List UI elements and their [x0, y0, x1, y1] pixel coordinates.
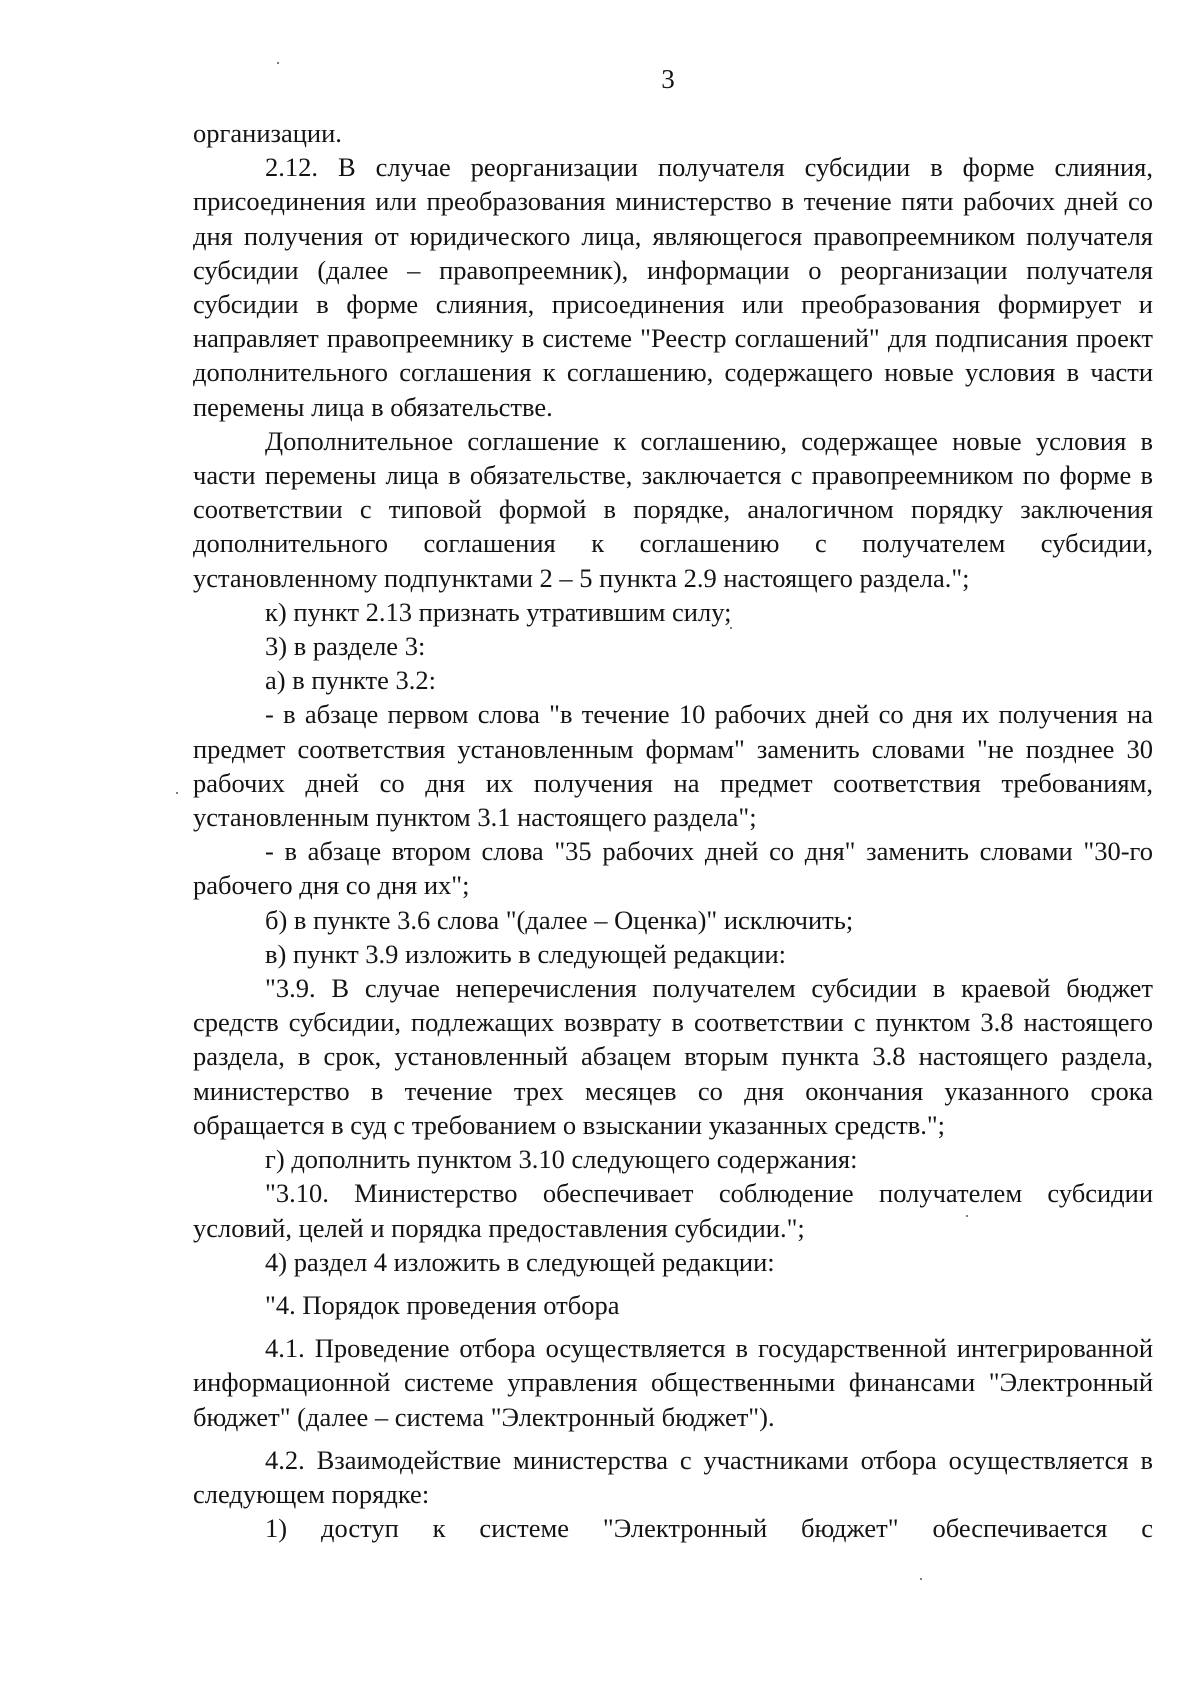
- item-a: а) в пункте 3.2:: [265, 665, 436, 696]
- dash-item-first-paragraph: - в абзаце первом слова "в течение 10 рабочих дней со дня их получения на предмет соответствия установленным формам" заменить словами "не позднее 30 рабочих дней со дня их получения на предмет соответствия требованиям, установленным пунктом 3.1 настоящего раздела";: [193, 699, 1153, 833]
- scan-speck: [966, 1215, 968, 1217]
- page-number: 3: [661, 64, 675, 94]
- item-1-access: 1) доступ к системе "Электронный бюджет" обеспечивается с: [265, 1513, 1153, 1544]
- item-k: к) пункт 2.13 признать утратившим силу;: [265, 596, 732, 627]
- item-section-4: 4) раздел 4 изложить в следующей редакции:: [265, 1246, 775, 1277]
- item-g: г) дополнить пунктом 3.10 следующего содержания:: [265, 1144, 858, 1175]
- scan-speck: [920, 1578, 922, 1580]
- item-section-3: 3) в разделе 3:: [265, 631, 426, 662]
- scan-speck: [176, 792, 178, 794]
- quoted-paragraph-3-10: "3.10. Министерство обеспечивает соблюдение получателем субсидии условий, целей и порядка предоставления субсидии.";: [193, 1178, 1153, 1243]
- paragraph-4-2: 4.2. Взаимодействие министерства с участниками отбора осуществляется в следующем порядке:: [193, 1444, 1153, 1509]
- item-v: в) пункт 3.9 изложить в следующей редакции:: [265, 938, 787, 969]
- dash-item-second-paragraph: - в абзаце втором слова "35 рабочих дней со дня" заменить словами "30-го рабочего дня со дня их";: [193, 836, 1153, 901]
- scan-speck: [277, 62, 279, 64]
- scan-speck: [730, 627, 732, 629]
- paragraph-additional-agreement: Дополнительное соглашение к соглашению, содержащее новые условия в части перемены лица в обязательстве, заключается с правопреемником по форме в соответствии с типовой формой в порядке, аналогичном порядку заключения дополнительного соглашения к соглашению с получателем субсидии, установленному подпунктами 2 – 5 пункта 2.9 настоящего раздела.";: [193, 425, 1153, 593]
- section-4-heading: "4. Порядок проведения отбора: [265, 1289, 620, 1320]
- quoted-paragraph-3-9: "3.9. В случае неперечисления получателем субсидии в краевой бюджет средств субсидии, подлежащих возврату в соответствии с пунктом 3.8 настоящего раздела, в срок, установленный абзацем вторым пункта 3.8 настоящего раздела, министерство в течение трех месяцев со дня окончания указанного срока обращается в суд с требованием о взыскании указанных средств.";: [193, 973, 1153, 1140]
- document-body: [193, 116, 1153, 1545]
- paragraph-continuation: организации.: [193, 118, 342, 148]
- paragraph-2-12: 2.12. В случае реорганизации получателя субсидии в форме слияния, присоединения или преобразования министерство в течение пяти рабочих дней со дня получения от юридического лица, являющегося правопреемником получателя субсидии (далее – правопреемник), информации о реорганизации получателя субсидии в форме слияния, присоединения или преобразования формирует и направляет правопреемнику в системе "Реестр соглашений" для подписания проект дополнительного соглашения к соглашению, содержащего новые условия в части перемены лица в обязательстве.: [193, 152, 1153, 422]
- item-b: б) в пункте 3.6 слова "(далее – Оценка)" исключить;: [265, 904, 854, 935]
- paragraph-4-1: 4.1. Проведение отбора осуществляется в государственной интегрированной информационной системе управления общественными финансами "Электронный бюджет" (далее – система "Электронный бюджет").: [193, 1333, 1153, 1432]
